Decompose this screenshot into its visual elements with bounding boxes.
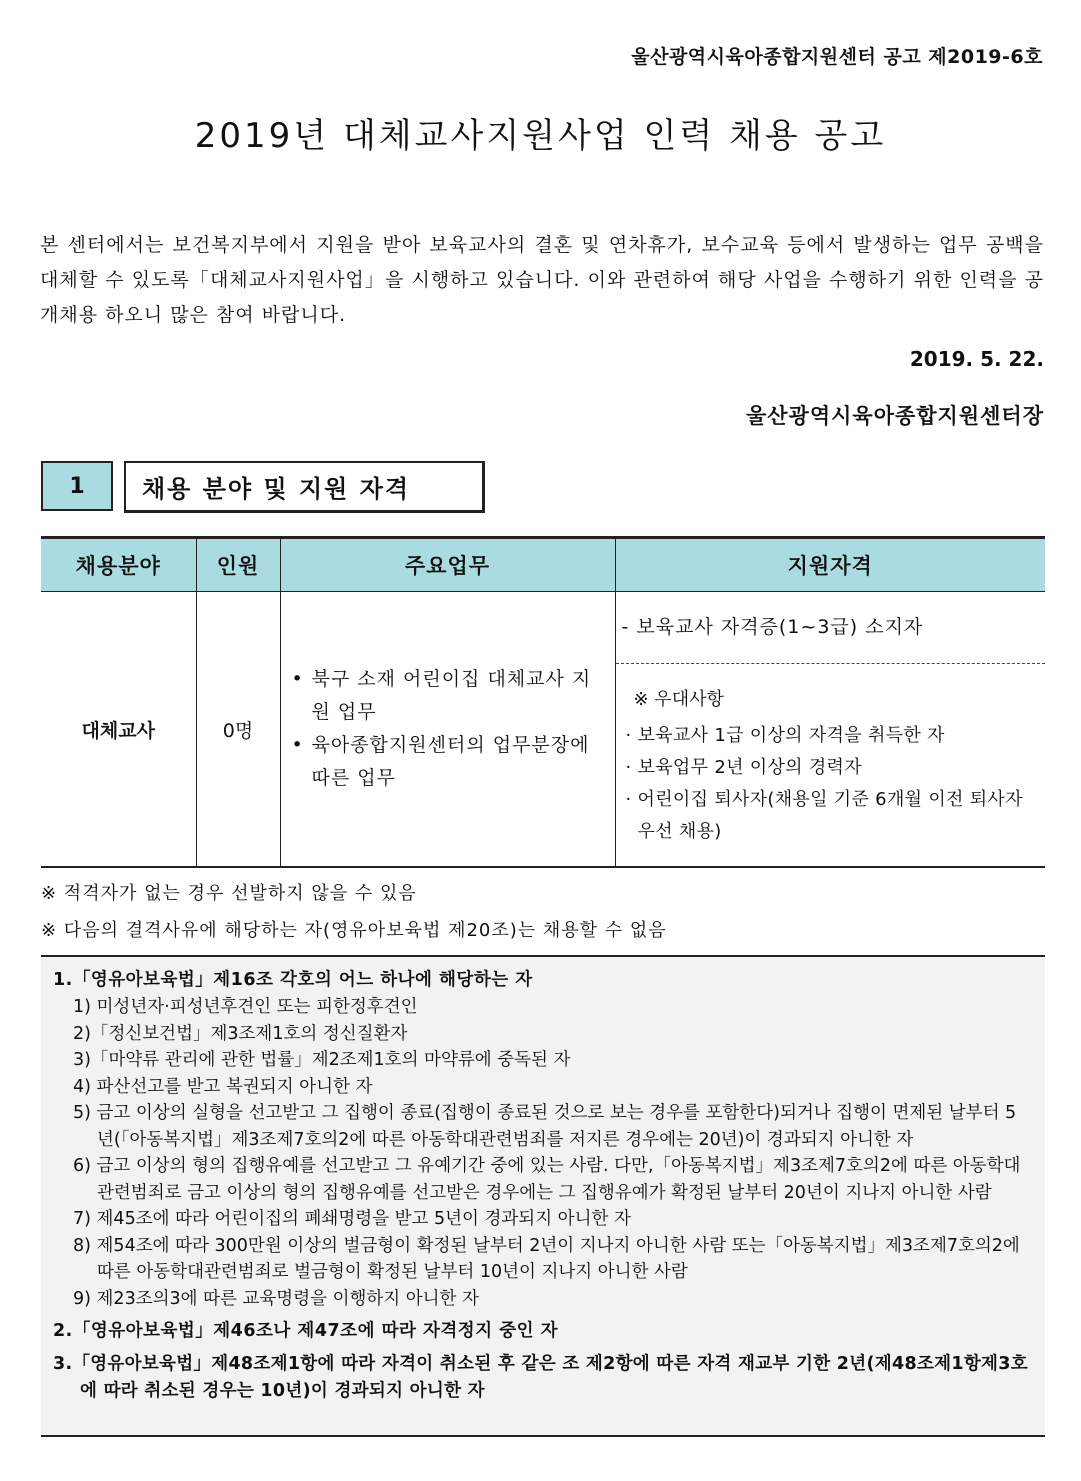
- preference-title: ※ 우대사항: [633, 689, 724, 710]
- announcement-date: 2019. 5. 22.: [909, 347, 1044, 371]
- qualification-cell: [615, 592, 1045, 868]
- list-item: 5) 금고 이상의 실형을 선고받고 그 집행이 종료(집행이 종료된 것으로 보는 경우를 포함한다)되거나 집행이 면제된 날부터 5년(「아동복지법」제3조제7호의2에 따른 아동학대관련범죄를 저지른 경우에는 20년)이 경과되지 아니한 자: [73, 1103, 1017, 1150]
- notice-number: 울산광역시육아종합지원센터 공고 제2019-6호: [631, 46, 1043, 68]
- preference-section: [616, 664, 1046, 848]
- page-title: 2019년 대체교사지원사업 인력 채용 공고: [194, 116, 887, 156]
- header-field: 채용분야: [41, 538, 196, 592]
- field-cell: 대체교사: [41, 592, 196, 868]
- section-number: 1: [41, 461, 113, 511]
- list-item: 8) 제54조에 따라 300만원 이상의 벌금형이 확정된 날부터 2년이 지나지 아니한 사람 또는「아동복지법」제3조제7호의2에 따른 아동학대관련범죄로 벌금형이 확정된 날부터 10년이 지나지 아니한 사람: [73, 1235, 1020, 1282]
- note-no-candidate: ※ 적격자가 없는 경우 선발하지 않을 수 있음: [41, 883, 417, 904]
- table-row: [41, 592, 1045, 868]
- duties-cell: [280, 592, 615, 868]
- list-item: 2)「정신보건법」제3조제1호의 정신질환자: [73, 1023, 408, 1044]
- section-title: 채용 분야 및 지원 자격: [124, 461, 485, 513]
- list-item: · 보육교사 1급 이상의 자격을 취득한 자: [625, 725, 945, 746]
- list-item: 7) 제45조에 따라 어린이집의 폐쇄명령을 받고 5년이 경과되지 아니한 자: [73, 1209, 631, 1229]
- list-item: • 육아종합지원센터의 업무분장에 따른 업무: [290, 729, 608, 795]
- list-item: 9) 제23조의3에 따른 교육명령을 이행하지 아니한 자: [73, 1288, 479, 1309]
- disqualification-heading-2: 2.「영유아보육법」제46조나 제47조에 따라 자격정지 중인 자: [53, 1321, 558, 1341]
- list-item: 6) 금고 이상의 형의 집행유예를 선고받고 그 유예기간 중에 있는 사람. 다만,「아동복지법」제3조제7호의2에 따른 아동학대관련범죄로 금고 이상의 형의 집행유예를 선고받은 경우에는 그 집행유예가 확정된 날부터 20년이 지나지 아니한 사람: [73, 1156, 1021, 1203]
- duties-list: [282, 663, 614, 795]
- disqualification-heading-1: 1.「영유아보육법」제16조 각호의 어느 하나에 해당하는 자: [53, 970, 533, 990]
- header-qualification: 지원자격: [615, 538, 1045, 592]
- note-disqualification: ※ 다음의 결격사유에 해당하는 자(영유아보육법 제20조)는 채용할 수 없음: [41, 920, 667, 941]
- list-item: 3)「마약류 관리에 관한 법률」제2조제1호의 마약류에 중독된 자: [73, 1050, 571, 1070]
- list-item: • 북구 소재 어린이집 대체교사 지원 업무: [290, 663, 608, 729]
- qualification-requirement: - 보육교사 자격증(1~3급) 소지자: [616, 592, 1046, 664]
- issuer-name: 울산광역시육아종합지원센터장: [745, 404, 1044, 428]
- list-item: 1) 미성년자·피성년후견인 또는 피한정후견인: [73, 997, 418, 1017]
- disqualification-heading-3: 3.「영유아보육법」제48조제1항에 따라 자격이 취소된 후 같은 조 제2항에 따른 자격 재교부 기한 2년(제48조제1항제3호에 따라 취소된 경우는 10년)이 경과되지 아니한 자: [53, 1354, 1028, 1401]
- list-item: 4) 파산선고를 받고 복권되지 아니한 자: [73, 1076, 373, 1097]
- header-duties: 주요업무: [280, 538, 615, 592]
- count-cell: 0명: [196, 592, 280, 868]
- header-count: 인원: [196, 538, 280, 592]
- disqualification-box: [41, 955, 1045, 1437]
- list-item: · 어린이집 퇴사자(채용일 기준 6개월 이전 퇴사자 우선 채용): [625, 789, 1023, 842]
- recruitment-table: [41, 536, 1045, 868]
- table-header-row: [41, 538, 1045, 592]
- list-item: · 보육업무 2년 이상의 경력자: [625, 757, 862, 778]
- intro-paragraph: 본 센터에서는 보건복지부에서 지원을 받아 보육교사의 결혼 및 연차휴가, 보수교육 등에서 발생하는 업무 공백을 대체할 수 있도록「대체교사지원사업」을 시행하고 있습니다. 이와 관련하여 해당 사업을 수행하기 위한 인력을 공개채용 하오니 많은 참여 바랍니다.: [40, 234, 1044, 326]
